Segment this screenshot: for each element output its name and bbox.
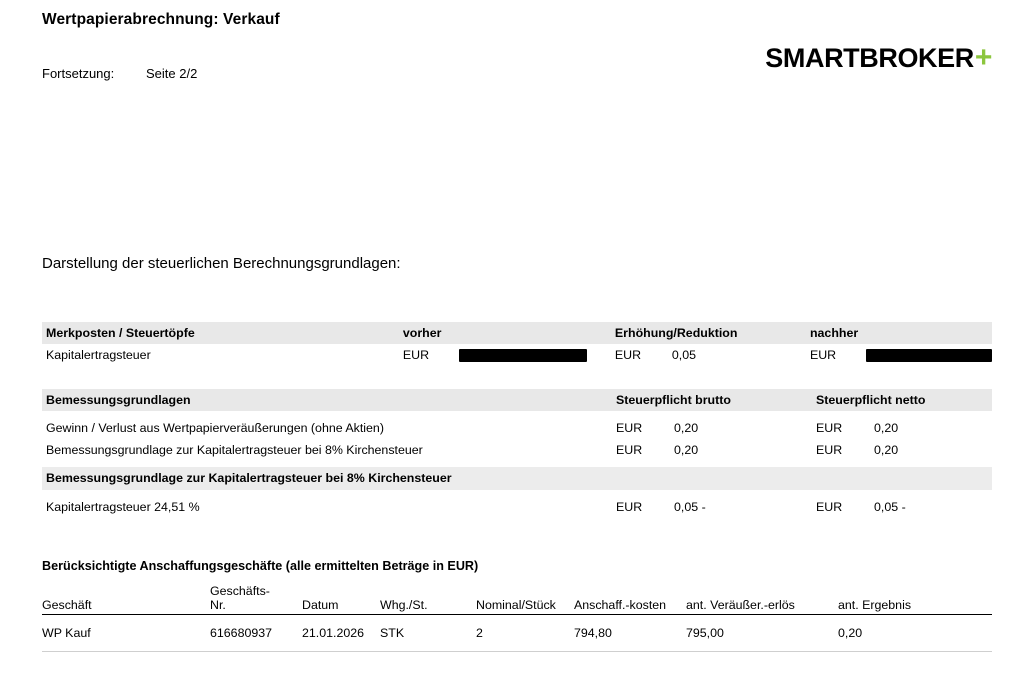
change-value: 0,05 bbox=[671, 348, 696, 362]
acquisitions-table bbox=[42, 578, 992, 652]
net-currency: EUR bbox=[816, 500, 843, 514]
row-label: Bemessungsgrundlage zur Kapitalertragsteuer bei 8% Kirchensteuer bbox=[46, 443, 423, 457]
cell-anschaffkosten: 794,80 bbox=[574, 615, 686, 652]
continuation-label: Fortsetzung: bbox=[42, 66, 115, 81]
cell-datum: 21.01.2026 bbox=[302, 615, 380, 652]
gross-amount: 0,05 bbox=[674, 500, 699, 514]
table-row bbox=[42, 344, 992, 366]
column-header-brutto: Steuerpflicht brutto bbox=[616, 389, 816, 411]
smartbroker-logo bbox=[765, 41, 992, 75]
table-row bbox=[42, 417, 992, 439]
column-header-line1: Geschäfts- bbox=[210, 584, 270, 598]
table-row bbox=[42, 615, 992, 652]
subsection-header-row bbox=[42, 467, 992, 490]
column-header-netto: Steuerpflicht netto bbox=[816, 389, 992, 411]
before-currency: EUR bbox=[402, 348, 430, 362]
gross-currency: EUR bbox=[616, 500, 643, 514]
column-header-bemessungsgrundlagen: Bemessungsgrundlagen bbox=[42, 389, 616, 411]
page-title: Wertpapierabrechnung: Verkauf bbox=[42, 11, 280, 28]
table-header-row bbox=[42, 578, 992, 615]
after-value-redacted bbox=[866, 344, 992, 366]
column-header-line2: Nr. bbox=[210, 598, 226, 612]
table-row bbox=[42, 439, 992, 461]
net-value: 0,20 bbox=[874, 443, 899, 457]
column-header-erhoehung: Erhöhung/Reduktion bbox=[615, 322, 810, 344]
cell-geschaefts-nr: 616680937 bbox=[210, 615, 302, 652]
brand-name: SMARTBROKER bbox=[765, 43, 974, 73]
gross-sign: - bbox=[701, 500, 706, 514]
column-header-geschaeft: Geschäft bbox=[42, 578, 210, 615]
net-sign: - bbox=[901, 500, 906, 514]
net-currency: EUR bbox=[816, 443, 843, 457]
gross-value bbox=[674, 496, 816, 518]
column-header-merkposten: Merkposten / Steuertöpfe bbox=[42, 322, 403, 344]
column-header-nominal: Nominal/Stück bbox=[476, 578, 574, 615]
table-header-row bbox=[42, 322, 992, 344]
row-label: Kapitalertragsteuer 24,51 % bbox=[46, 500, 200, 514]
brand-plus-icon: + bbox=[974, 41, 992, 74]
column-header-whg-st: Whg./St. bbox=[380, 578, 476, 615]
acquisitions-title: Berücksichtigte Anschaffungsgeschäfte (alle ermittelten Beträge in EUR) bbox=[42, 559, 479, 573]
cell-nominal: 2 bbox=[476, 615, 574, 652]
redaction-bar bbox=[459, 349, 587, 362]
cell-veraeusserungserloes: 795,00 bbox=[686, 615, 838, 652]
column-header-ergebnis: ant. Ergebnis bbox=[838, 578, 992, 615]
table-row bbox=[42, 496, 992, 518]
continuation-row bbox=[42, 66, 197, 81]
continuation-value: Seite 2/2 bbox=[146, 66, 198, 81]
net-value bbox=[874, 496, 992, 518]
bases-table bbox=[42, 389, 992, 518]
gross-value: 0,20 bbox=[674, 443, 699, 457]
column-header-datum: Datum bbox=[302, 578, 380, 615]
column-header-veraeusserungserloes: ant. Veräußer.-erlös bbox=[686, 578, 838, 615]
column-header-vorher: vorher bbox=[403, 322, 615, 344]
before-value-redacted bbox=[459, 344, 615, 366]
cell-geschaeft: WP Kauf bbox=[42, 615, 210, 652]
cell-whg-st: STK bbox=[380, 615, 476, 652]
column-header-nachher: nachher bbox=[810, 322, 992, 344]
after-currency: EUR bbox=[809, 348, 837, 362]
net-currency: EUR bbox=[816, 421, 843, 435]
net-amount: 0,05 bbox=[874, 500, 899, 514]
redaction-bar bbox=[866, 349, 992, 362]
change-currency: EUR bbox=[614, 348, 642, 362]
cell-ergebnis: 0,20 bbox=[838, 615, 992, 652]
tax-pots-table bbox=[42, 322, 992, 366]
row-label: Kapitalertragsteuer bbox=[46, 348, 151, 362]
column-header-anschaffkosten: Anschaff.-kosten bbox=[574, 578, 686, 615]
row-label: Gewinn / Verlust aus Wertpapierveräußerungen (ohne Aktien) bbox=[46, 421, 384, 435]
gross-value: 0,20 bbox=[674, 421, 699, 435]
gross-currency: EUR bbox=[616, 421, 643, 435]
net-value: 0,20 bbox=[874, 421, 899, 435]
subsection-heading: Bemessungsgrundlage zur Kapitalertragsteuer bei 8% Kirchensteuer bbox=[42, 467, 992, 490]
column-header-geschaefts-nr bbox=[210, 578, 302, 615]
gross-currency: EUR bbox=[616, 443, 643, 457]
section-heading: Darstellung der steuerlichen Berechnungsgrundlagen: bbox=[42, 255, 401, 272]
table-header-row bbox=[42, 389, 992, 411]
